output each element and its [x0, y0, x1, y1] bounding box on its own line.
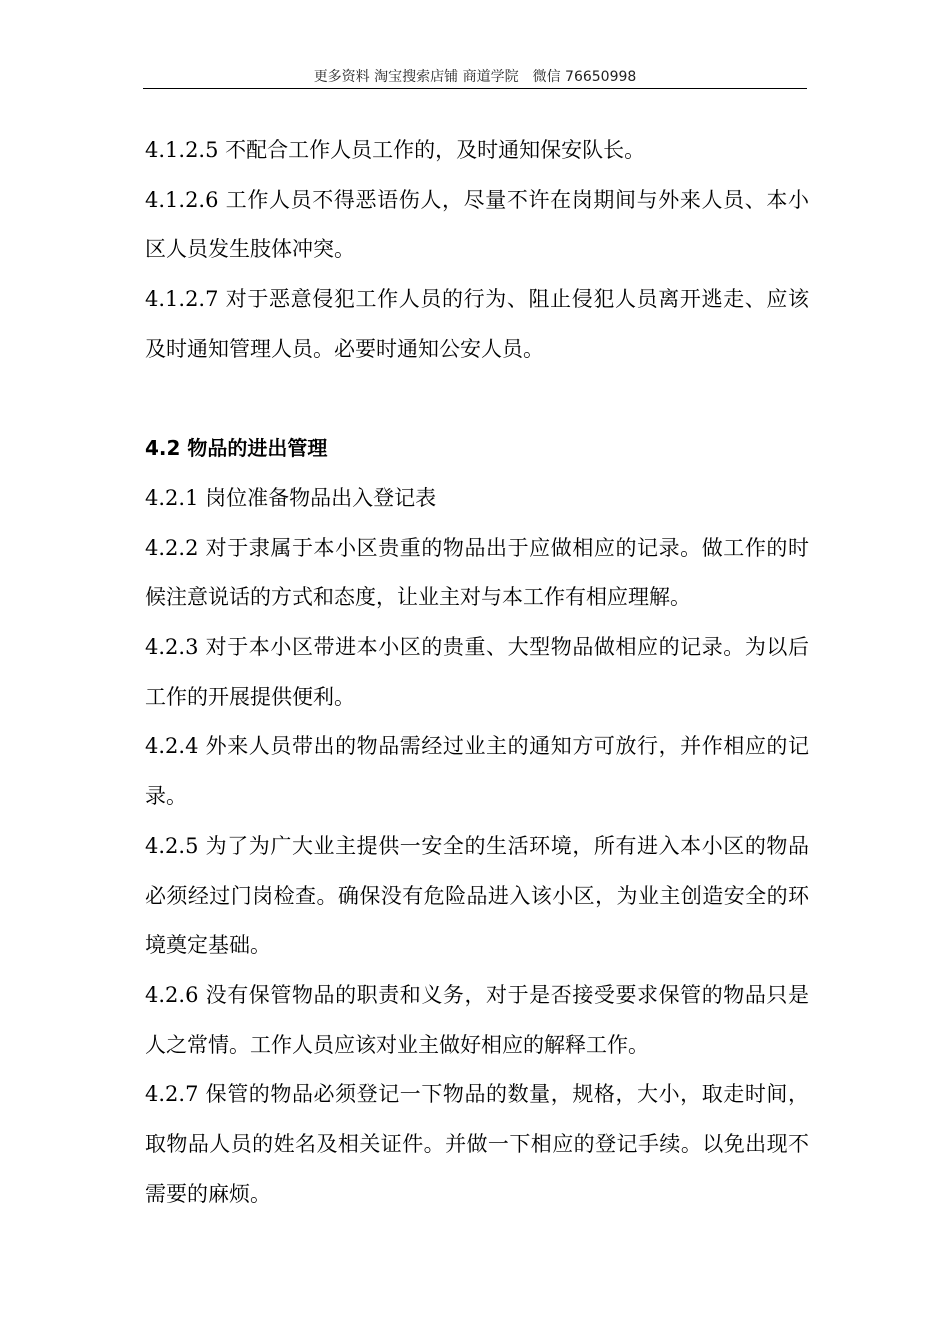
paragraph-4-2-4: 4.2.4 外来人员带出的物品需经过业主的通知方可放行，并作相应的记录。 — [145, 734, 809, 809]
blank-line — [145, 375, 809, 425]
paragraph-4-1-2-6: 4.1.2.6 工作人员不得恶语伤人，尽量不许在岗期间与外来人员、本小区人员发生肢体冲突。 — [145, 187, 809, 262]
paragraph-4-2-1: 4.2.1 岗位准备物品出入登记表 — [145, 485, 437, 510]
paragraph-4-1-2-7: 4.1.2.7 对于恶意侵犯工作人员的行为、阻止侵犯人员离开逃走、应该及时通知管理人员。必要时通知公安人员。 — [145, 287, 809, 361]
section-heading-4-2: 4.2 物品的进出管理 — [145, 436, 328, 461]
paragraph-4-2-2: 4.2.2 对于隶属于本小区贵重的物品出于应做相应的记录。做工作的时候注意说话的方式和态度，让业主对与本工作有相应理解。 — [145, 535, 809, 610]
paragraph-4-2-7: 4.2.7 保管的物品必须登记一下物品的数量，规格，大小，取走时间，取物品人员的姓名及相关证件。并做一下相应的登记手续。以免出现不需要的麻烦。 — [145, 1082, 809, 1206]
paragraph-4-2-5: 4.2.5 为了为广大业主提供一安全的生活环境，所有进入本小区的物品必须经过门岗检查。确保没有危险品进入该小区，为业主创造安全的环境奠定基础。 — [145, 833, 809, 958]
page-header: 更多资料 淘宝搜索店铺 商道学院 微信 76650998 — [143, 66, 807, 89]
paragraph-4-2-6: 4.2.6 没有保管物品的职责和义务，对于是否接受要求保管的物品只是人之常情。工作人员应该对业主做好相应的解释工作。 — [145, 982, 809, 1057]
document-body — [145, 126, 809, 1219]
paragraph-4-2-3: 4.2.3 对于本小区带进本小区的贵重、大型物品做相应的记录。为以后工作的开展提供便利。 — [145, 635, 809, 709]
paragraph-4-1-2-5: 4.1.2.5 不配合工作人员工作的，及时通知保安队长。 — [145, 138, 646, 162]
